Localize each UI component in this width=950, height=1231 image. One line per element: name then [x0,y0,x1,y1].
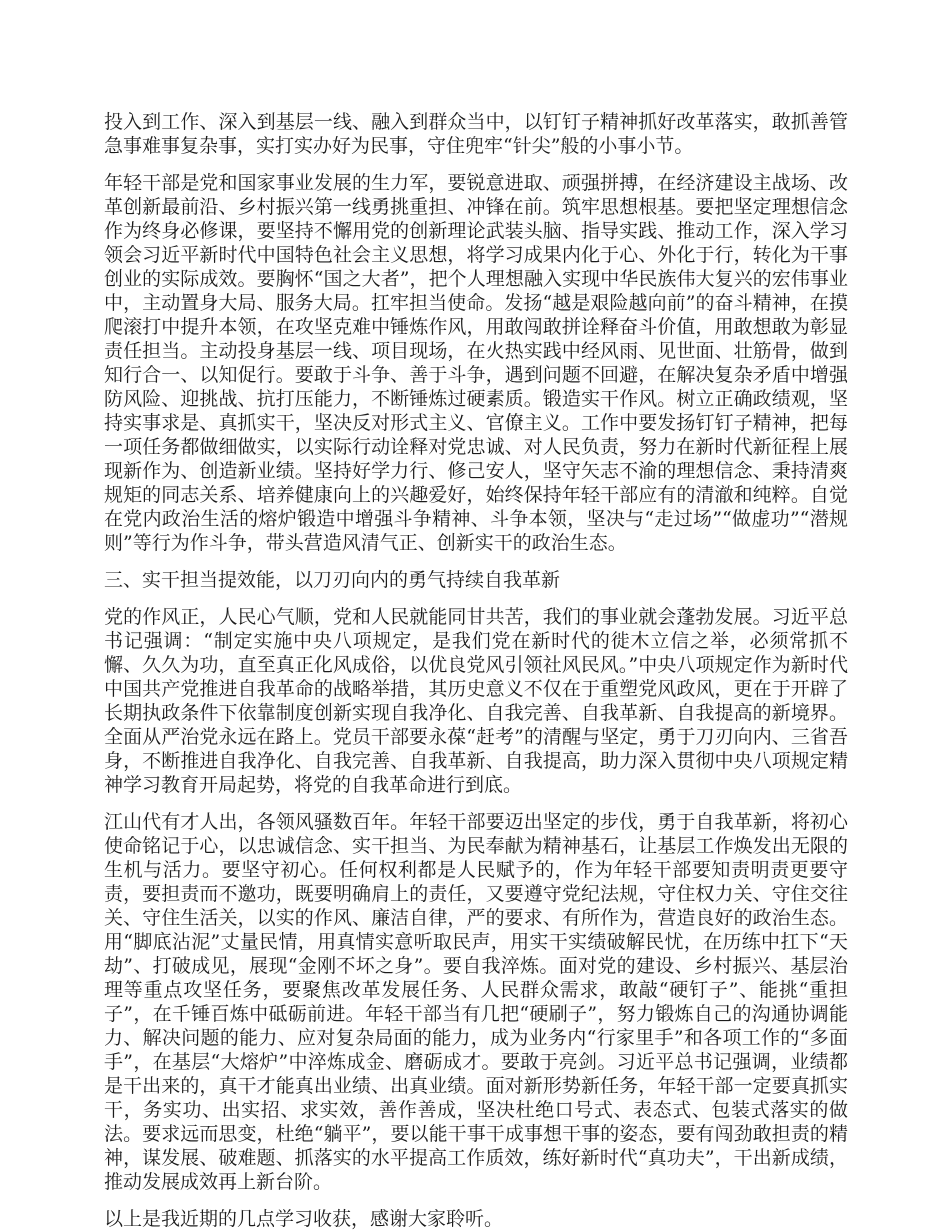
paragraph-young-cadres-vitality: 年轻干部是党和国家事业发展的生力军，要锐意进取、顽强拼搏，在经济建设主战场、改革创新最前沿、乡村振兴第一线勇挑重担、冲锋在前。筑牢思想根基。要把坚定理想信念作为终身必修课，要坚持不懈用党的创新理论武装头脑、指导实践、推动工作，深入学习领会习近平新时代中国特色社会主义思想，将学习成果内化于心、外化于行，转化为干事创业的实际成效。要胸怀“国之大者”，把个人理想融入实现中华民族伟大复兴的宏伟事业中，主动置身大局、服务大局。扛牢担当使命。发扬“越是艰险越向前”的奋斗精神，在摸爬滚打中提升本领，在攻坚克难中锤炼作风，用敢闯敢拼诠释奋斗价值，用敢想敢为彰显责任担当。主动投身基层一线、项目现场，在火热实践中经风雨、见世面、壮筋骨，做到知行合一、以知促行。要敢于斗争、善于斗争，遇到问题不回避，在解决复杂矛盾中增强防风险、迎挑战、抗打压能力，不断锤炼过硬素质。锻造实干作风。树立正确政绩观，坚持实事求是、真抓实干，坚决反对形式主义、官僚主义。工作中要发扬钉钉子精神，把每一项任务都做细做实，以实际行动诠释对党忠诚、对人民负责，努力在新时代新征程上展现新作为、创造新业绩。坚持好学力行、修己安人，坚守矢志不渝的理想信念、秉持清爽规矩的同志关系、培养健康向上的兴趣爱好，始终保持年轻干部应有的清澈和纯粹。自觉在党内政治生活的熔炉锻造中增强斗争精神、斗争本领，坚决与“走过场”“做虚功”“潜规则”等行为作斗争，带头营造风清气正、创新实干的政治生态。 [104,172,848,554]
paragraph-continuation: 投入到工作、深入到基层一线、融入到群众当中，以钉钉子精神抓好改革落实，敢抓善管急事难事复杂事，实打实办好为民事，守住兜牢“针尖”般的小事小节。 [104,111,848,157]
section-heading-three: 三、实干担当提效能，以刀刃向内的勇气持续自我革新 [104,569,561,591]
paragraph-self-revolution-young-cadres: 江山代有才人出，各领风骚数百年。年轻干部要迈出坚定的步伐，勇于自我革新，将初心使命铭记于心，以忠诚信念、实干担当、为民奉献为精神基石，让基层工作焕发出无限的生机与活力。要坚守初心。任何权利都是人民赋予的，作为年轻干部要知责明责更要守责，要担责而不邀功，既要明确肩上的责任，又要遵守党纪法规，守住权力关、守住交往关、守住生活关，以实的作风、廉洁自律，严的要求、有所作为，营造良好的政治生态。用“脚底沾泥”丈量民情，用真情实意听取民声，用实干实绩破解民忧，在历练中扛下“天劫”、打破成见，展现“金刚不坏之身”。要自我淬炼。面对党的建设、乡村振兴、基层治理等重点攻坚任务，要聚焦改革发展任务、人民群众需求，敢敲“硬钉子”、能挑“重担子”，在千锤百炼中砥砺前进。年轻干部当有几把“硬刷子”，努力锻炼自己的沟通协调能力、解决问题的能力、应对复杂局面的能力，成为业务内“行家里手”和各项工作的“多面手”，在基层“大熔炉”中淬炼成金、磨砺成才。要敢于亮剑。习近平总书记强调，业绩都是干出来的，真干才能真出业绩、出真业绩。面对新形势新任务，年轻干部一定要真抓实干，务实功、出实招、求实效，善作善成，坚决杜绝口号式、表态式、包装式落实的做法。要求远而思变，杜绝“躺平”，要以能干事干成事想干事的姿态，要有闯劲敢担责的精神，谋发展、破难题、抓落实的水平提高工作质效，练好新时代“真功夫”，干出新成绩，推动发展成效再上新台阶。 [104,811,848,1193]
paragraph-party-conduct-eight-rules: 党的作风正，人民心气顺，党和人民就能同甘共苦，我们的事业就会蓬勃发展。习近平总书记强调：“制定实施中央八项规定，是我们党在新时代的徙木立信之举，必须常抓不懈、久久为功，直至真正化风成俗，以优良党风引领社风民风。”中央八项规定作为新时代中国共产党推进自我革命的战略举措，其历史意义不仅在于重塑党风政风，更在于开辟了长期执政条件下依靠制度创新实现自我净化、自我完善、自我革新、自我提高的新境界。全面从严治党永远在路上。党员干部要永葆“赶考”的清醒与坚定，勇于刀刃向内、三省吾身，不断推进自我净化、自我完善、自我革新、自我提高，助力深入贯彻中央八项规定精神学习教育开局起势，将党的自我革命进行到底。 [104,606,848,796]
closing-remark: 以上是我近期的几点学习收获，感谢大家聆听。 [104,1208,504,1230]
